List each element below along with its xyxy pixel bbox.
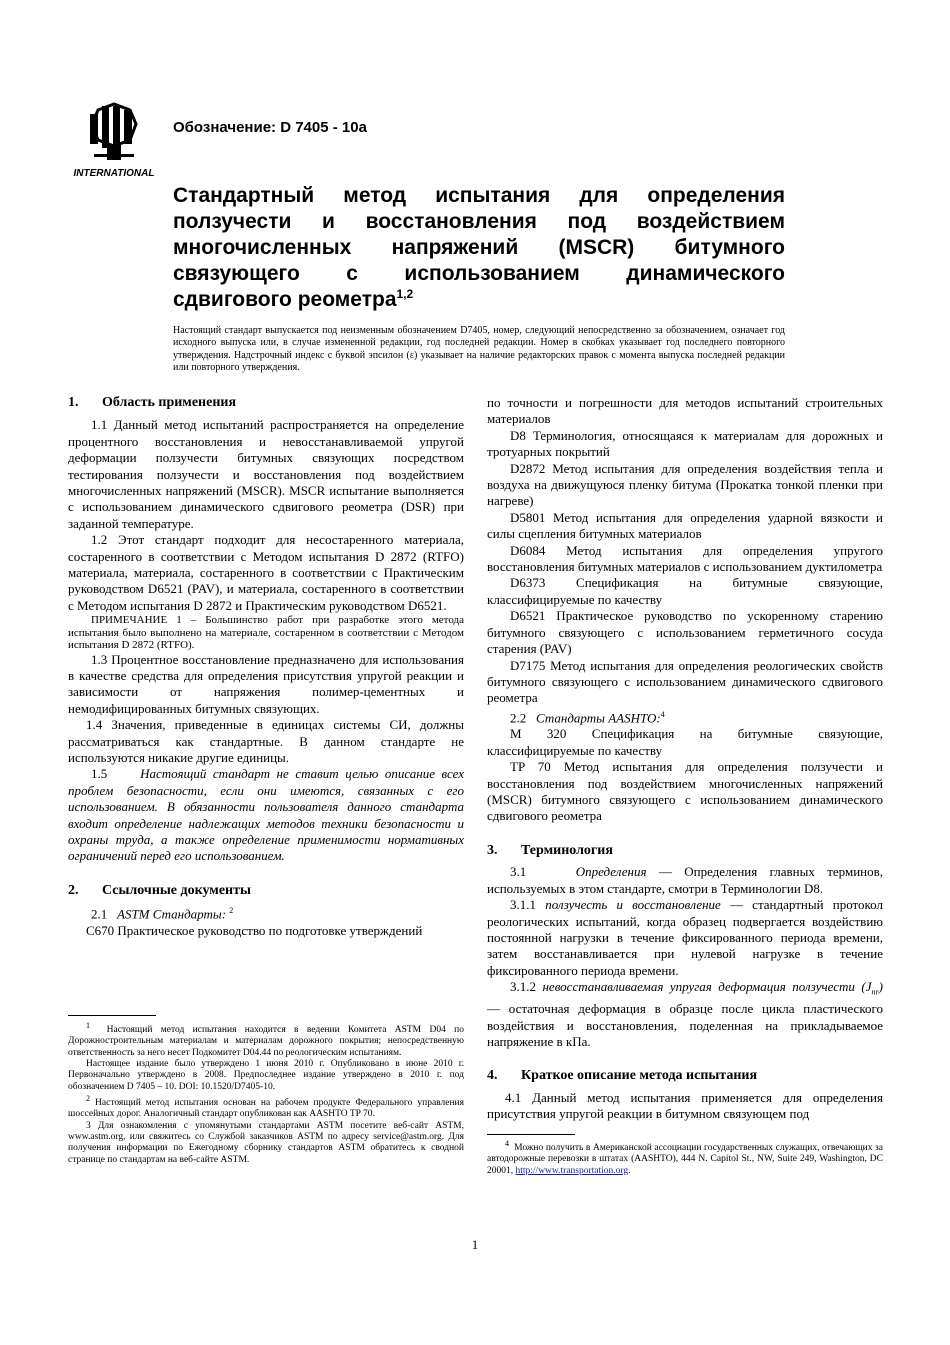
footnote-rule-left: [68, 1015, 156, 1016]
footnote-3: 3 Для ознакомления с упомянутыми стандартами ASTM посетите веб-сайт ASTM, www.astm.org, или свяжитесь со Службой заказчиков ASTM по адресу service@astm.org. Для получения информации по Ежегодному сборнику стандартов ASTM обратитесь к сводной странице по стандартам на веб-сайте ASTM.: [68, 1120, 464, 1165]
para-4-1: 4.1 Данный метод испытания применяется для определения присутствия упругой реакции в битумном связующем под: [487, 1089, 883, 1122]
ref-m320: M 320 Спецификация на битумные связующие, классифицируемые по качеству: [487, 726, 883, 758]
title-footnote-ref: 1,2: [396, 287, 414, 301]
section-1-heading: 1. Область применения: [68, 395, 237, 410]
ref-tp70: TP 70 Метод испытания для определения ползучести и восстановления под воздействием многочисленных напряжений (MSCR) битумного связующего с использованием динамического сдвигового реометра: [487, 759, 883, 824]
footnote-1-edition: Настоящее издание было утверждено 1 июня 2010 г. Опубликовано в июне 2010 г. Первоначально утверждено в 2008. Предпоследнее издание утверждено в 2010 г. под обозначением D 7405 – 10. DOI: 10.1520/D7405-10.: [68, 1059, 464, 1092]
ref-d6084: D6084 Метод испытания для определения упругого восстановления битумных материалов с использованием дуктилометра: [487, 542, 883, 575]
ref-d2872: D2872 Метод испытания для определения воздействия тепла и воздуха на движущуюся пленку битума (Прокатка тонкой пленки при нагреве): [487, 460, 883, 509]
footnotes-right: [487, 1138, 883, 1177]
right-column: [487, 395, 883, 1123]
logo-text: INTERNATIONAL: [73, 168, 155, 179]
ref-d6373: D6373 Спецификация на битумные связующие, классифицируемые по качеству: [487, 575, 883, 607]
ref-d5801: D5801 Метод испытания для определения ударной вязкости и силы сцепления битумных материалов: [487, 509, 883, 542]
footnote-4: $^4$ Можно получить в Американской ассоциации государственных служащих, отвечающих за автодорожные перевозки в штатах (AASHTO), 444 N. Capitol St., NW, Suite 249, Washington, DC 20001, http://www.transportation.org.: [487, 1139, 884, 1176]
title-text: Стандартный метод испытания для определения ползучести и восстановления под воздействием многочисленных напряжений (MSCR) битумного связующего с использованием динамического сдвигового реометра: [173, 184, 785, 311]
section-2-heading: 2. Ссылочные документы: [68, 882, 251, 898]
ref-c670: C670 Практическое руководство по подготовке утверждений: [86, 922, 423, 938]
footnote-1: $^1$ Настоящий метод испытания находится в ведении Комитета ASTM D04 по Дорожностроительным материалам и материалам дорожного покрытия; непосредственную ответственность за него несет Подкомитет D04.44 по реологическим испытаниям.: [68, 1021, 464, 1058]
astm-logo: [68, 100, 160, 180]
para-3-1: 3.1 Определения — Определения главных терминов, используемых в этом стандарте, смотри в Терминологии D8.: [487, 864, 883, 896]
note-1: ПРИМЕЧАНИЕ 1 – Большинство работ при разработке этого метода испытания было выполнено на материале, состаренном в соответствии с Методом испытания D 2872 (RTFO).: [68, 614, 464, 652]
ref-c670-continued: по точности и погрешности для методов испытаний строительных материалов: [487, 395, 883, 427]
ref-d7175: D7175 Метод испытания для определения реологических свойств битумного связующего с использованием динамического сдвигового реометра: [487, 657, 883, 706]
document-title: [173, 183, 785, 313]
preamble: Настоящий стандарт выпускается под неизменным обозначением D7405, номер, следующий непосредственно за обозначением, означает год исходного выпуска или, в случае измененной редакции, год последней редакции. Номер в скобках указывает год последнего повторного утверждения. Надстрочный индекс с буквой эпсилон (ε) указывает на наличие редакторских правок с момента выпуска последней редакции или повторного утверждения.: [173, 325, 785, 374]
footnote-rule-right: [487, 1134, 575, 1135]
left-column: [68, 395, 464, 939]
para-2-2: 2.2 Стандарты AASHTO:$^4$: [510, 709, 665, 726]
para-1-2: 1.2 Этот стандарт подходит для несостаренного материала, состаренного в соответствии с Методом испытания D 2872 (RTFO) материала, материала, состаренного в соответствии с Практическим руководством D6521 (PAV), и материала, состаренного в соответствии с Методом испытания D 2872 и Практическим руководством D6521.: [68, 532, 464, 613]
para-2-1: 2.1 ASTM Стандарты: $^2$: [91, 906, 234, 922]
para-1-4: 1.4 Значения, приведенные в единицах системы СИ, должны рассматриваться как стандартные. В данном стандарте не используются никакие другие единицы.: [68, 717, 464, 765]
designation: Обозначение: D 7405 - 10a: [173, 119, 367, 136]
para-3-1-2: 3.1.2 невосстанавливаемая упругая деформация ползучести $(J_{nr})$ — остаточная деформация в образце после цикла пластического воздействия и восстановления, поделенная на прикладываемое напряжение в кПа.: [487, 979, 883, 1049]
page-number: 1: [471, 1237, 479, 1252]
para-1-5: 1.5 Настоящий стандарт не ставит целью описание всех проблем безопасности, если они имеются, связанных с его использованием. В обязанности пользователя данного стандарта входит определение надлежащих методов техники безопасности и охраны труда, а также определение применимости нормативных ограничений перед его использованием.: [68, 766, 464, 864]
para-3-1-1: 3.1.1 ползучесть и восстановление — стандартный протокол реологических испытаний, когда образец подвергается воздействию постоянной нагрузки в течение фиксированного периода времени, затем восстанавливается при нулевой нагрузке в течение фиксированного периода времени.: [487, 897, 883, 978]
section-3-heading: 3. Терминология: [487, 842, 613, 858]
ref-d6521: D6521 Практическое руководство по ускоренному старению битумного связующего с использованием герметичного сосуда старения (PAV): [487, 608, 883, 657]
para-1-1: 1.1 Данный метод испытаний распространяется на определение процентного восстановления и невосстанавливаемой упругой деформации ползучести битумных связующих посредством тестирования ползучести и восстановления под воздействием многочисленных напряжений (MSCR). MSCR испытание выполняется с использованием динамического сдвигового реометра (DSR) при заданной температуре.: [68, 417, 464, 531]
para-1-3: 1.3 Процентное восстановление предназначено для использования в качестве средства для определения присутствия упругой реакции и зависимости от напряжения полимер-цементных и немодифицированных битумных связующих.: [68, 651, 464, 716]
transportation-link[interactable]: http://www.transportation.org: [515, 1165, 629, 1176]
ref-d8: D8 Терминология, относящаяся к материалам для дорожных и тротуарных покрытий: [487, 427, 883, 460]
section-4-heading: 4. Краткое описание метода испытания: [487, 1068, 758, 1084]
footnotes-left: [68, 1020, 464, 1166]
footnote-2: $^2$ Настоящий метод испытания основан на рабочем продукте Федерального управления шоссейных дорог. Аналогичный стандарт опубликован как AASHTO TP 70.: [68, 1093, 465, 1120]
